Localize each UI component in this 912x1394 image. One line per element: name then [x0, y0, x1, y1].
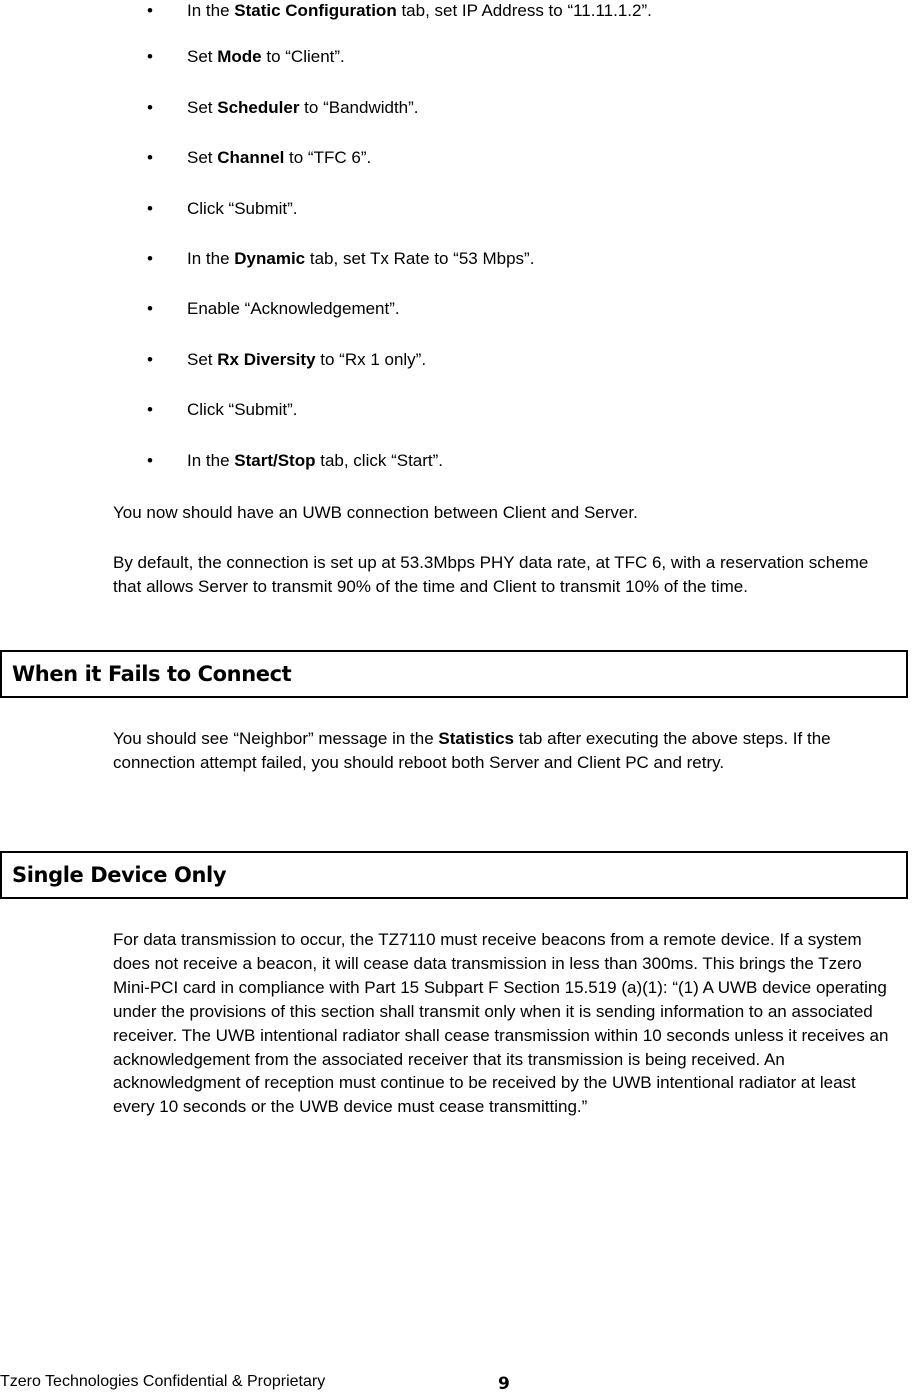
section-title: When it Fails to Connect: [12, 662, 292, 686]
step-text: Enable “Acknowledgement”.: [187, 299, 400, 318]
step-text: Set Channel to “TFC 6”.: [187, 148, 372, 167]
section-header-fail: [0, 650, 908, 698]
connection-note: You now should have an UWB connection between Client and Server.: [113, 503, 638, 522]
bullet-icon: •: [147, 299, 153, 318]
bullet-icon: •: [147, 47, 153, 66]
fail-paragraph: You should see “Neighbor” message in the Statistics tab after executing the above steps. If the connection attempt failed, you should reboot both Server and Client PC and retry.: [113, 729, 831, 772]
step-text: Set Rx Diversity to “Rx 1 only”.: [187, 350, 427, 369]
step-text: Click “Submit”.: [187, 199, 298, 218]
step-text: In the Static Configuration tab, set IP Address to “11.11.1.2”.: [187, 1, 652, 20]
bullet-icon: •: [147, 1, 153, 20]
single-device-paragraph: For data transmission to occur, the TZ7110 must receive beacons from a remote device. If a system does not receive a beacon, it will cease data transmission in less than 300ms. This brings the Tzero Mini-PCI card in compliance with Part 15 Subpart F Section 15.519 (a)(1): “(1) A UWB device operating under the provisions of this section shall transmit only when it is sending information to an associated receiver. The UWB intentional radiator shall cease transmission within 10 seconds unless it receives an acknowledgement from the associated receiver that its transmission is being received. An acknowledgment of reception must continue to be received by the UWB intentional radiator at least every 10 seconds or the UWB device must cease transmitting.”: [113, 930, 889, 1117]
bullet-icon: •: [147, 98, 153, 117]
bullet-icon: •: [147, 451, 153, 470]
step-text: In the Start/Stop tab, click “Start”.: [187, 451, 444, 470]
section-header-single-device: [0, 851, 908, 899]
bullet-icon: •: [147, 249, 153, 268]
step-text: Set Scheduler to “Bandwidth”.: [187, 98, 419, 117]
step-text: Click “Submit”.: [187, 400, 298, 419]
footer-company: Tzero Technologies Confidential & Proprietary: [0, 1373, 326, 1390]
section-title: Single Device Only: [12, 863, 227, 887]
default-settings-note: By default, the connection is set up at 53.3Mbps PHY data rate, at TFC 6, with a reservation scheme that allows Server to transmit 90% of the time and Client to transmit 10% of the time.: [113, 553, 869, 596]
bullet-icon: •: [147, 199, 153, 218]
bullet-icon: •: [147, 350, 153, 369]
step-text: Set Mode to “Client”.: [187, 47, 345, 66]
bullet-icon: •: [147, 400, 153, 419]
bullet-icon: •: [147, 148, 153, 167]
page-number: 9: [498, 1374, 510, 1394]
step-text: In the Dynamic tab, set Tx Rate to “53 Mbps”.: [187, 249, 535, 268]
